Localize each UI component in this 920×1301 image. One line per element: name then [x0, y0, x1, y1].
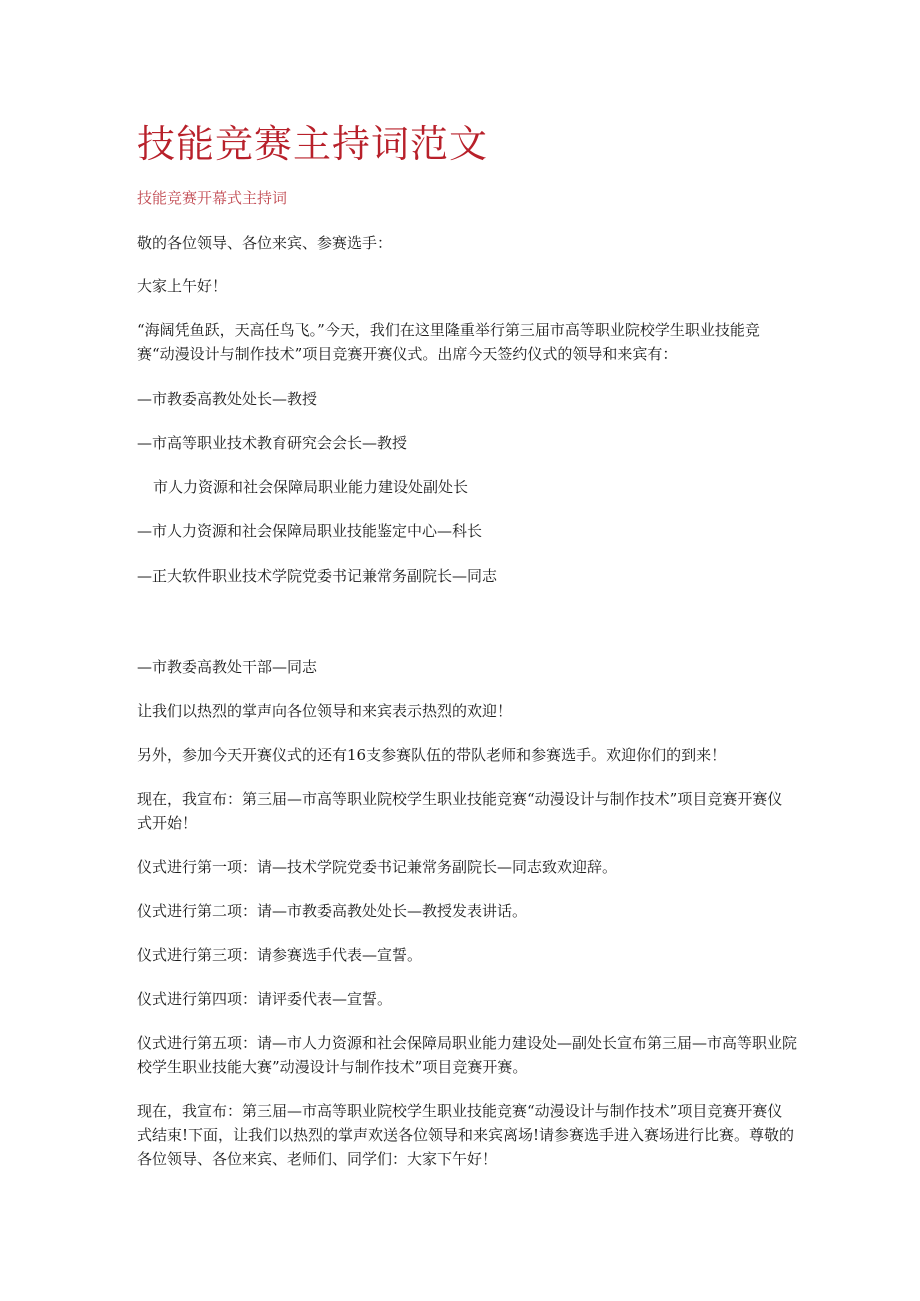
agenda-item: 仪式进行第四项：请评委代表—宣誓。 [137, 990, 393, 1008]
guest-item: —市高等职业技术教育研究会会长—教授 [137, 434, 408, 452]
agenda-item: 仪式进行第一项：请—技术学院党委书记兼常务副院长—同志致欢迎辞。 [137, 858, 618, 876]
paragraph-greeting: 敬的各位领导、各位来宾、参赛选手： [137, 234, 393, 252]
document-subtitle: 技能竞赛开幕式主持词 [137, 189, 288, 207]
paragraph-closing: 现在，我宣布：第三届—市高等职业院校学生职业技能竞赛“动漫设计与制作技术”项目竞赛开赛仪式结束!下面，让我们以热烈的掌声欢送各位领导和来宾离场!请参赛选手进入赛场进行比赛。尊敬的各位领导、各位来宾、老师们、同学们：大家下午好！ [137, 1102, 795, 1168]
guest-item: —市教委高教处干部—同志 [137, 658, 318, 676]
paragraph-opening: “海阔凭鱼跃，天高任鸟飞。”今天，我们在这里隆重举行第三届市高等职业院校学生职业技能竞赛“动漫设计与制作技术”项目竞赛开赛仪式。出席今天签约仪式的领导和来宾有： [137, 321, 760, 363]
paragraph-good-morning: 大家上午好！ [137, 277, 228, 295]
paragraph-teams: 另外，参加今天开赛仪式的还有16支参赛队伍的带队老师和参赛选手。欢迎你们的到来！ [137, 746, 727, 764]
document-title: 技能竞赛主持词范文 [137, 122, 489, 166]
paragraph-welcome: 让我们以热烈的掌声向各位领导和来宾表示热烈的欢迎！ [137, 702, 513, 720]
agenda-item: 仪式进行第二项：请—市教委高教处处长—教授发表讲话。 [137, 902, 528, 920]
agenda-item: 仪式进行第五项：请—市人力资源和社会保障局职业能力建设处—副处长宣布第三届—市高等职业院校学生职业技能大赛”动漫设计与制作技术”项目竞赛开赛。 [137, 1034, 798, 1076]
guest-item: —市人力资源和社会保障局职业技能鉴定中心—科长 [137, 522, 483, 540]
guest-item: 市人力资源和社会保障局职业能力建设处副处长 [153, 478, 469, 496]
paragraph-announce-start: 现在，我宣布：第三届—市高等职业院校学生职业技能竞赛“动漫设计与制作技术”项目竞赛开赛仪式开始！ [137, 790, 783, 832]
agenda-item: 仪式进行第三项：请参赛选手代表—宣誓。 [137, 946, 423, 964]
guest-item: —正大软件职业技术学院党委书记兼常务副院长—同志 [137, 567, 498, 585]
guest-item: —市教委高教处处长—教授 [137, 390, 318, 408]
